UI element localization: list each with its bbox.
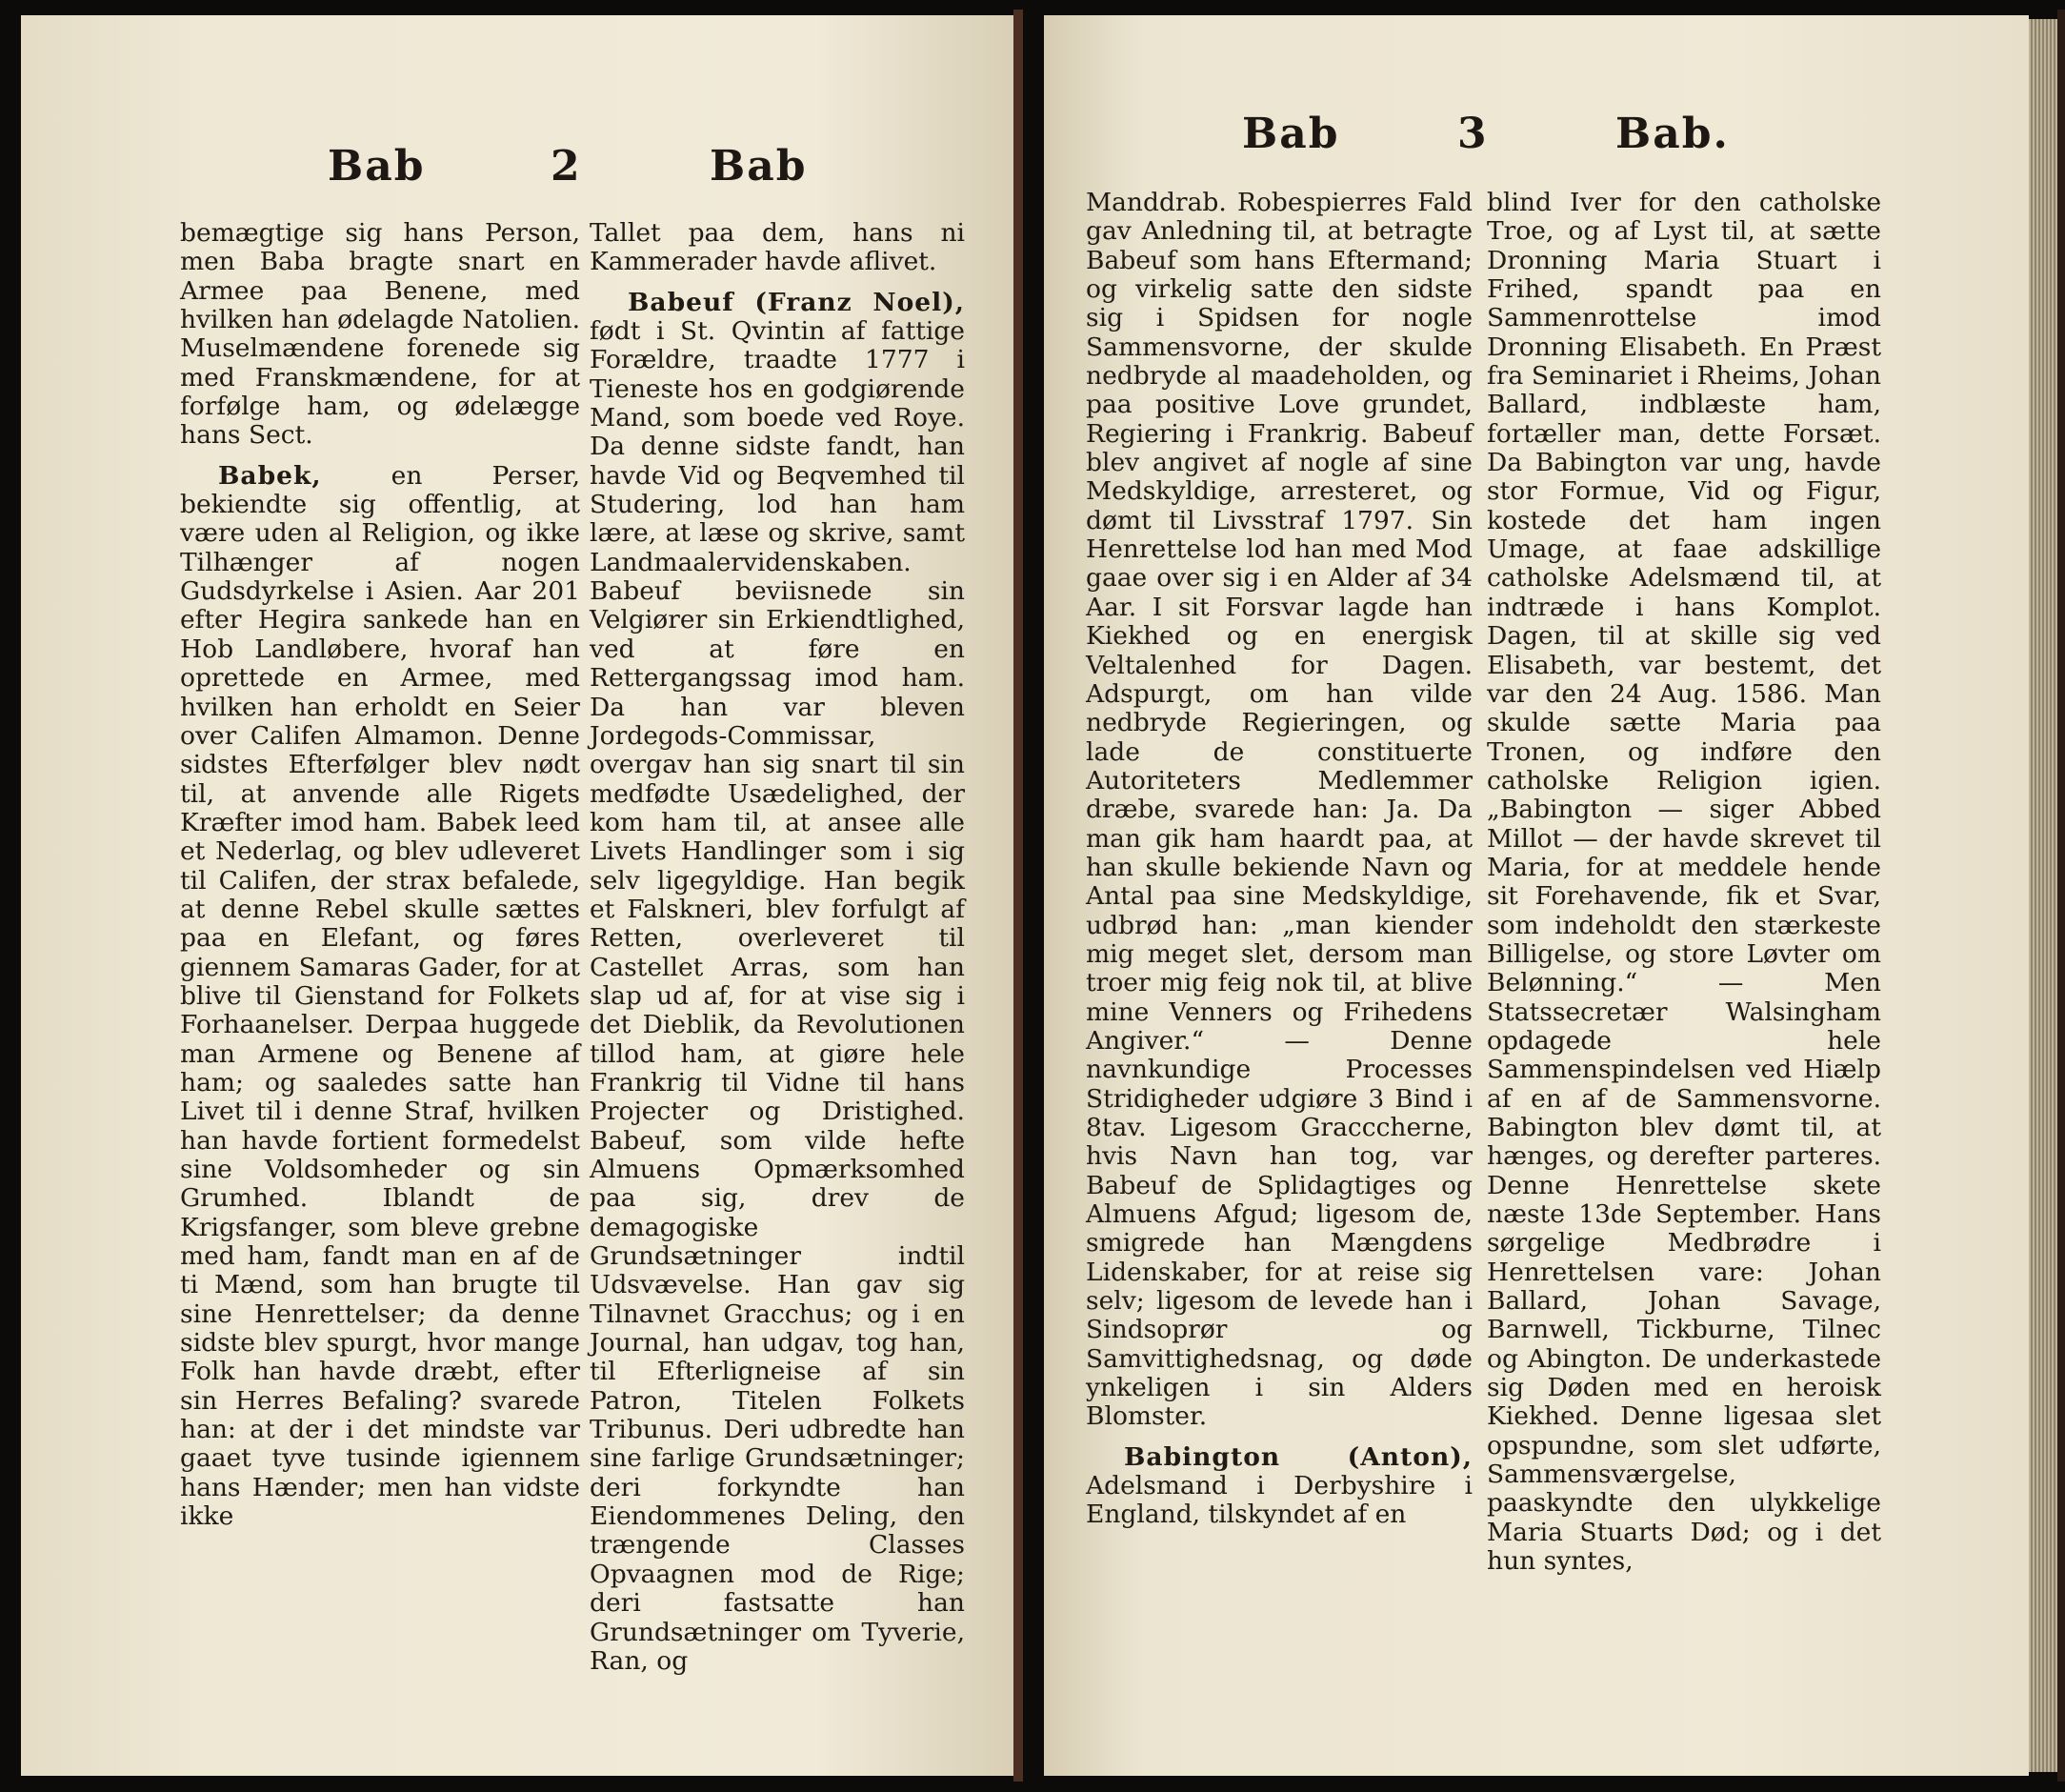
right-col1-continuation: Manddrab. Robespierres Fald gav Anledning til, at betragte Babeuf som hans Eftermand; og virkelig satte den sidste sig i Spidsen for nogle Sammensvorne, der skulde nedbryde al maadeholden, og paa positive Love grundet, Regiering i Frankrig. Babeuf blev angivet af nogle af sine Medskyldige, arresteret, og dømt til Livsstraf 1797. Sin Henrettelse lod han med Mod gaae over sig i en Alder af 34 Aar. I sit Forsvar lagde han Kiekhed og en energisk Veltalenhed for Dagen. Adspurgt, om han vilde nedbryde Regieringen, og lade de constituerte Autoriteters Medlemmer dræbe, svarede han: Ja. Da man gik ham haardt paa, at han skulle bekiende Navn og Antal paa sine Medskyldige, udbrød han: „man kiender mig meget slet, dersom man troer mig feig nok til, at blive mine Venners og Frihedens Angiver.“ — Denne navnkundige Processes Stridigheder udgiøre 3 Bind i 8tav. Ligesom Gracccherne, hvis Navn han tog, var Babeuf de Splidagtiges og Almuens Afgud; ligesom de, smigrede han Mængdens Lidenskaber, for at reise sig selv; ligesom de levede han i Sindsoprør og Samvittighedsnag, og døde ynkeligen i sin Alders Blomster. [1086,188,1473,1432]
left-page-column-1 [180,219,580,1531]
left-col2-continuation: Tallet paa dem, hans ni Kammerader havde aflivet. [590,218,965,277]
left-col1-continuation: bemægtige sig hans Person, men Baba bragte snart en Armee paa Benene, med hvilken han ødelagde Natolien. Muselmændene forenede sig med Franskmændene, for at forfølge ham, og ødelægge hans Sect. [180,218,580,451]
right-page-column-2 [1487,189,1881,1577]
entry-babek-lemma: Babek, [218,460,322,491]
left-page-header-right: Bab [710,142,808,191]
entry-babington-lemma: Babington (Anton), [1124,1441,1473,1472]
right-page-header-left: Bab [1242,110,1340,158]
entry-babek-text: en Perser, bekiendte sig offentlig, at være uden al Religion, og ikke Tilhænger af nogen Gudsdyrkelse i Asien. Aar 201 efter Hegira sankede han en Hob Landløbere, hvoraf han oprettede en Armee, med hvilken han erholdt en Seier over Califen Almamon. Denne sidstes Efterfølger blev nødt til, at anvende alle Rigets Kræfter imod ham. Babek leed et Nederlag, og blev udleveret til Califen, der strax befalede, at denne Rebel skulle sættes paa en Elefant, og føres giennem Samaras Gader, for at blive til Gienstand for Folkets Forhaanelser. Derpaa huggede man Armene og Benene af ham; og saaledes satte han Livet til i denne Straf, hvilken han havde fortient formedelst sine Voldsomheder og sin Grumhed. Iblandt de Krigsfanger, som bleve grebne med ham, fandt man en af de ti Mænd, som han brugte til sine Henrettelser; da denne sidste blev spurgt, hvor mange Folk han havde dræbt, efter sin Herres Befaling? svarede han: at der i det mindste var gaaet tyve tusinde igiennem hans Hænder; men han vidste ikke [180,460,580,1532]
right-page-number: 3 [1457,110,1487,158]
left-page-header-left: Bab [328,142,426,191]
left-page-number: 2 [551,142,580,191]
right-page-header-right: Bab. [1615,110,1730,158]
right-col2-continuation: blind Iver for den catholske Troe, og af Lyst til, at sætte Dronning Maria Stuart i Frihed, spandt paa en Sammenrottelse imod Dronning Elisabeth. En Præst fra Seminariet i Rheims, Johan Ballard, indblæste ham, fortæller man, dette Forsæt. Da Babington var ung, havde stor Formue, Vid og Figur, kostede det ham ingen Umage, at faae adskillige catholske Adelsmænd til, at indtræde i hans Komplot. Dagen, til at skille sig ved Elisabeth, var bestemt, det var den 24 Aug. 1586. Man skulde sætte Maria paa Tronen, og indføre den catholske Religion igien. „Babington — siger Abbed Millot — der havde skrevet til Maria, for at meddele hende sit Forehavende, fik et Svar, som indeholdt den stærkeste Billigelse, og store Løvter om Belønning.“ — Men Statssecretær Walsingham opdagede hele Sammenspindelsen ved Hiælp af en af de Sammensvorne. Babington blev dømt til, at hænges, og derefter parteres. Denne Henrettelse skete næste 13de September. Hans sørgelige Medbrødre i Henrettelsen vare: Johan Ballard, Johan Savage, Barnwell, Tickburne, Tilnec og Abington. De underkastede sig Døden med en heroisk Kiekhed. Denne ligesaa slet opspundne, som slet udførte, Sammensværgelse, paaskyndte den ulykkelige Maria Stuarts Død; og i det hun syntes, [1487,188,1881,1577]
entry-babeuf-lemma: Babeuf (Franz Noel), [628,287,965,317]
right-page-column-1 [1086,189,1473,1530]
entry-babington [1086,1443,1473,1530]
entry-babeuf-text: født i St. Qvintin af fattige Forældre, traadte 1777 i Tieneste hos en godgiørende Mand, som boede ved Roye. Da denne sidste fandt, han havde Vid og Beqvemhed til Studering, lod han ham lære, at læse og skrive, samt Landmaalervidenskaben. Babeuf beviisnede sin Velgiører sin Erkiendtlighed, ved at føre en Rettergangssag imod ham. Da han var bleven Jordegods-Commissar, overgav han sig snart til sin medfødte Usædelighed, der kom ham til, at ansee alle Livets Handlinger som i sig selv ligegyldige. Han begik et Falskneri, blev forfulgt af Retten, overleveret til Castellet Arras, som han slap ud af, for at vise sig i det Dieblik, da Revolutionen tillod ham, at giøre hele Frankrig til Vidne til hans Projecter og Dristighed. Babeuf, som vilde hefte Almuens Opmærksomhed paa sig, drev de demagogiske Grundsætninger indtil Udsvævelse. Han gav sig Tilnavnet Gracchus; og i en Journal, han udgav, tog han, til Efterligneise af sin Patron, Titelen Folkets Tribunus. Deri udbredte han sine farlige Grundsætninger; deri forkyndte han Eiendommenes Deling, den trængende Classes Opvaagnen mod de Rige; deri fastsatte han Grundsætninger om Tyverie, Ran, og [590,316,965,1676]
page-edges [2029,19,2057,1772]
entry-babeuf [590,289,965,1677]
right-page [1044,15,2029,1776]
entry-babington-text: Adelsmand i Derbyshire i England, tilskyndet af en [1086,1471,1473,1530]
entry-babek [180,462,580,1532]
left-page-column-2 [590,219,965,1676]
left-page [21,15,1013,1776]
cover-edge [2057,10,2065,1782]
binding-gutter [1013,10,1023,1782]
